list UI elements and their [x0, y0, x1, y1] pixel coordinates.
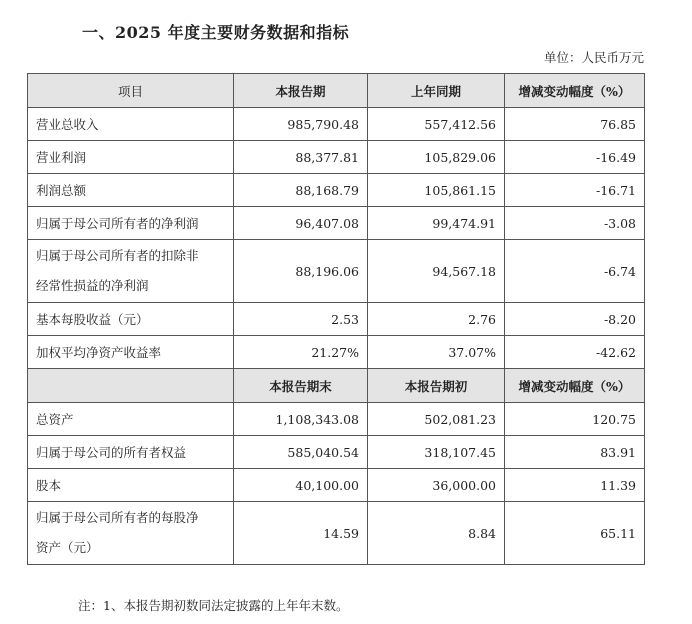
current-period-value: 96,407.08 — [234, 207, 368, 240]
change-percent: -8.20 — [505, 303, 645, 336]
section-title: 一、2025 年度主要财务数据和指标 — [82, 23, 350, 42]
table-row — [28, 502, 645, 565]
period-end-value: 14.59 — [234, 502, 368, 565]
row-label-line: 资产（元） — [36, 540, 99, 555]
table-row — [28, 336, 645, 369]
change-percent: -16.49 — [505, 141, 645, 174]
header-cell: 本报告期末 — [234, 369, 368, 403]
table-row — [28, 469, 645, 502]
header-cell: 项目 — [28, 74, 234, 108]
row-label: 基本每股收益（元） — [28, 303, 234, 336]
period-start-value: 502,081.23 — [368, 403, 505, 436]
period-start-value: 36,000.00 — [368, 469, 505, 502]
change-percent: 65.11 — [505, 502, 645, 565]
row-label: 利润总额 — [28, 174, 234, 207]
row-label: 归属于母公司的所有者权益 — [28, 436, 234, 469]
prior-period-value: 99,474.91 — [368, 207, 505, 240]
header-cell: 增减变动幅度（%） — [505, 74, 645, 108]
table-row — [28, 436, 645, 469]
current-period-value: 88,196.06 — [234, 240, 368, 303]
row-label: 加权平均净资产收益率 — [28, 336, 234, 369]
prior-period-value: 2.76 — [368, 303, 505, 336]
period-end-value: 1,108,343.08 — [234, 403, 368, 436]
row-label: 营业利润 — [28, 141, 234, 174]
footnote: 注：1、本报告期初数同法定披露的上年年末数。 — [78, 598, 349, 613]
table-row — [28, 303, 645, 336]
row-label-line: 归属于母公司所有者的扣除非 — [36, 248, 199, 263]
prior-period-value: 105,829.06 — [368, 141, 505, 174]
prior-period-value: 105,861.15 — [368, 174, 505, 207]
header-cell: 上年同期 — [368, 74, 505, 108]
table-row — [28, 141, 645, 174]
table-subheader-row — [28, 369, 645, 403]
row-label-line: 归属于母公司所有者的每股净 — [36, 510, 199, 525]
table-row — [28, 207, 645, 240]
change-percent: -3.08 — [505, 207, 645, 240]
table-row — [28, 108, 645, 141]
current-period-value: 21.27% — [234, 336, 368, 369]
row-label: 股本 — [28, 469, 234, 502]
change-percent: 83.91 — [505, 436, 645, 469]
prior-period-value: 37.07% — [368, 336, 505, 369]
row-label: 归属于母公司所有者的净利润 — [28, 207, 234, 240]
row-label — [28, 502, 234, 565]
row-label-line: 经常性损益的净利润 — [36, 278, 149, 293]
period-start-value: 8.84 — [368, 502, 505, 565]
header-cell: 本报告期初 — [368, 369, 505, 403]
change-percent: -6.74 — [505, 240, 645, 303]
header-cell: 增减变动幅度（%） — [505, 369, 645, 403]
current-period-value: 2.53 — [234, 303, 368, 336]
table-row — [28, 240, 645, 303]
period-end-value: 40,100.00 — [234, 469, 368, 502]
change-percent: 76.85 — [505, 108, 645, 141]
header-cell: 本报告期 — [234, 74, 368, 108]
current-period-value: 985,790.48 — [234, 108, 368, 141]
change-percent: 11.39 — [505, 469, 645, 502]
period-start-value: 318,107.45 — [368, 436, 505, 469]
current-period-value: 88,377.81 — [234, 141, 368, 174]
header-cell — [28, 369, 234, 403]
period-end-value: 585,040.54 — [234, 436, 368, 469]
prior-period-value: 557,412.56 — [368, 108, 505, 141]
row-label — [28, 240, 234, 303]
change-percent: 120.75 — [505, 403, 645, 436]
financial-data-table — [27, 73, 645, 565]
table-row — [28, 403, 645, 436]
current-period-value: 88,168.79 — [234, 174, 368, 207]
table-row — [28, 174, 645, 207]
unit-label: 单位：人民币万元 — [543, 50, 644, 65]
row-label: 总资产 — [28, 403, 234, 436]
prior-period-value: 94,567.18 — [368, 240, 505, 303]
row-label: 营业总收入 — [28, 108, 234, 141]
change-percent: -16.71 — [505, 174, 645, 207]
table-header-row — [28, 74, 645, 108]
change-percent: -42.62 — [505, 336, 645, 369]
